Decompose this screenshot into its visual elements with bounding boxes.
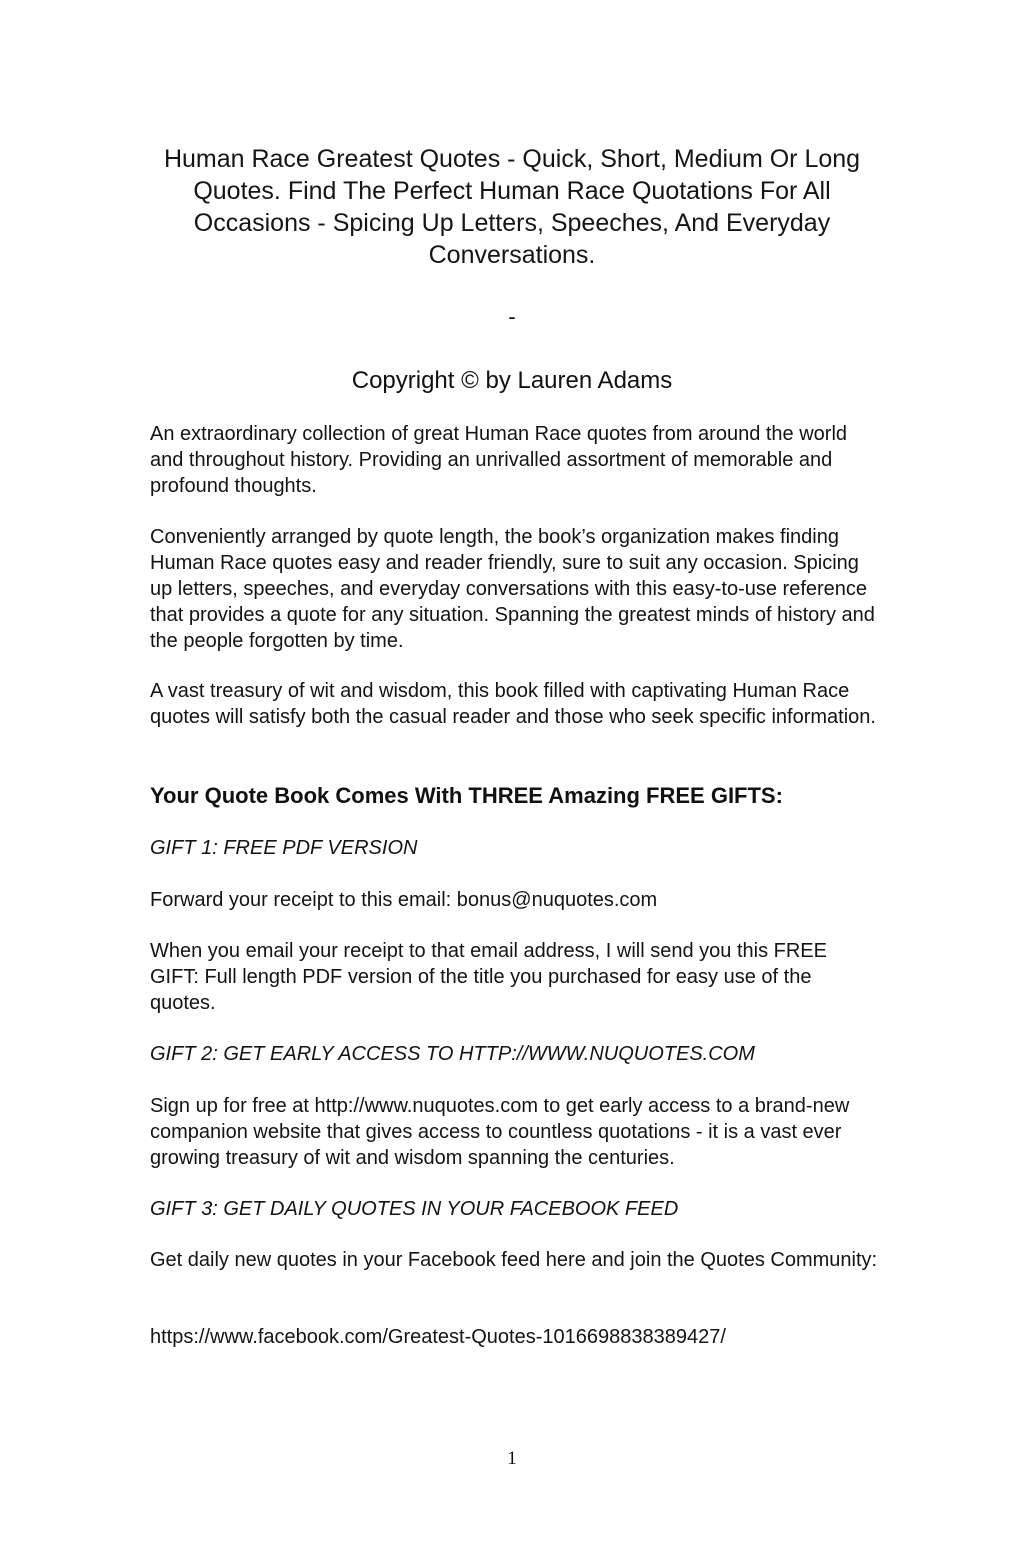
document-title: Human Race Greatest Quotes - Quick, Short, Medium Or Long Quotes. Find The Perfect Human Race Quotations For All Occasions - Spicing Up Letters, Speeches, And Everyday Conversations. [163, 145, 861, 269]
intro-paragraph-3: A vast treasury of wit and wisdom, this book filled with captivating Human Race quotes will satisfy both the casual reader and those who seek specific information. [150, 680, 876, 728]
gift-1-heading: GIFT 1: FREE PDF VERSION [150, 837, 418, 859]
title-separator: - [508, 304, 516, 329]
copyright-line: Copyright © by Lauren Adams [351, 367, 673, 394]
gift-3-description: Get daily new quotes in your Facebook feed here and join the Quotes Community: [150, 1249, 878, 1271]
intro-paragraph-1: An extraordinary collection of great Human Race quotes from around the world and throughout history. Providing an unrivalled assortment of memorable and profound thoughts. [150, 423, 848, 497]
intro-paragraph-2: Conveniently arranged by quote length, the book’s organization makes finding Human Race quotes easy and reader friendly, sure to suit any occasion. Spicing up letters, speeches, and everyday conversations with this easy-to-use reference that provides a quote for any situation. Spanning the greatest minds of history and the people forgotten by time. [150, 526, 875, 652]
gift-1-email-line: Forward your receipt to this email: bonus@nuquotes.com [150, 889, 658, 911]
gifts-heading: Your Quote Book Comes With THREE Amazing FREE GIFTS: [150, 783, 783, 808]
gift-1-description: When you email your receipt to that email address, I will send you this FREE GIFT: Full length PDF version of the title you purchased for easy use of the quotes. [150, 940, 827, 1014]
gift-3-heading: GIFT 3: GET DAILY QUOTES IN YOUR FACEBOOK FEED [150, 1198, 679, 1220]
facebook-link[interactable]: https://www.facebook.com/Greatest-Quotes-1016698838389427/ [150, 1326, 726, 1348]
gift-2-description: Sign up for free at http://www.nuquotes.com to get early access to a brand-new companion website that gives access to countless quotations - it is a vast ever growing treasury of wit and wisdom spanning the centuries. [150, 1095, 850, 1169]
gift-2-heading: GIFT 2: GET EARLY ACCESS TO HTTP://WWW.NUQUOTES.COM [150, 1043, 755, 1065]
page-number: 1 [507, 1448, 517, 1469]
